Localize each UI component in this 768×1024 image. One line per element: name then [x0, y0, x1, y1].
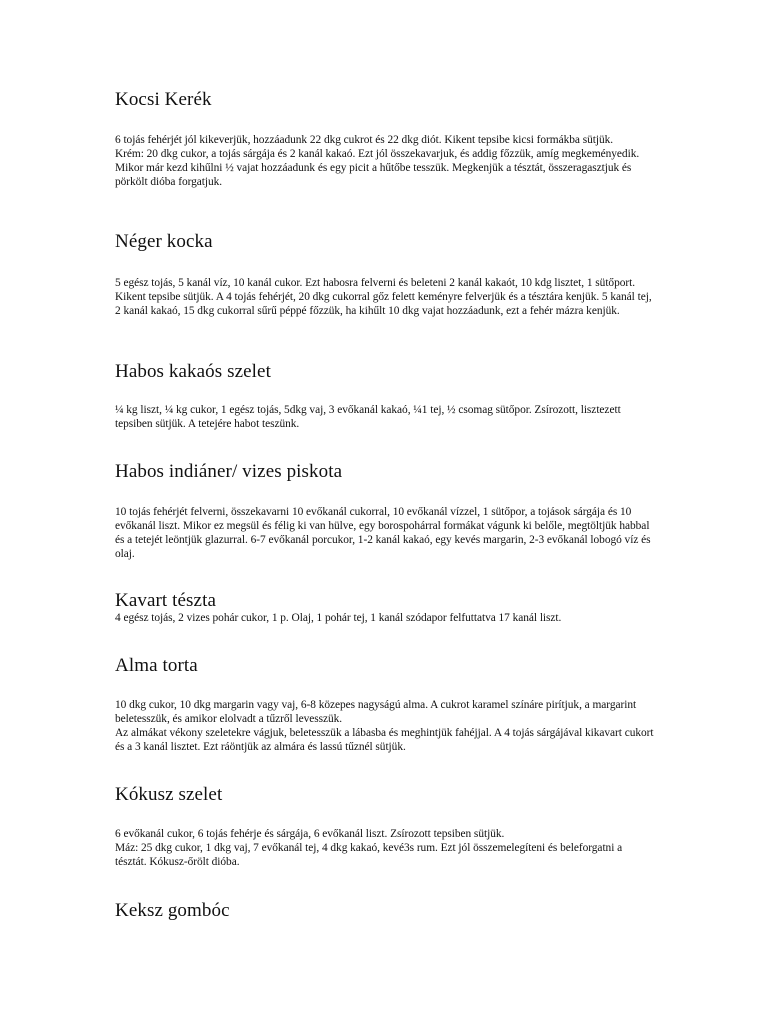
recipe-body	[115, 276, 655, 318]
recipe-title: Kocsi Kerék	[115, 89, 212, 110]
recipe-keksz-gomboc	[115, 899, 655, 923]
recipe-body	[115, 403, 655, 431]
recipe-paragraph: Az almákat vékony szeletekre vágjuk, beletesszük a lábasba és meghintjük fahéjjal. A 4 tojás sárgájával kikavart cukort és a 3 kanál lisztet. Ezt ráöntjük az almára és lassú tűznél sütjük.	[115, 727, 654, 753]
recipe-kokusz-szelet	[115, 783, 655, 869]
recipe-alma-torta	[115, 654, 655, 754]
recipe-title: Néger kocka	[115, 231, 213, 252]
recipe-title: Kavart tészta	[115, 590, 216, 611]
recipe-kocsi-kerek	[115, 88, 655, 189]
recipe-paragraph: Máz: 25 dkg cukor, 1 dkg vaj, 7 evőkanál tej, 4 dkg kakaó, kevé3s rum. Ezt jól összemelegíteni és beleforgatni a tésztát. Kókusz-őrölt dióba.	[115, 842, 623, 868]
recipe-neger-kocka	[115, 230, 655, 318]
recipe-paragraph: Krém: 20 dkg cukor, a tojás sárgája és 2 kanál kakaó. Ezt jól összekavarjuk, és addig főzzük, amíg megkeményedik. Mikor már kezd kihűlni ½ vajat hozzáadunk és egy picit a hűtőbe tesszük. Megkenjük a tésztát, összeragasztjuk és pörkölt dióba forgatjuk.	[115, 148, 640, 188]
recipe-kavart-teszta	[115, 589, 655, 625]
recipe-body	[115, 133, 655, 189]
recipe-body	[115, 611, 655, 625]
recipe-paragraph: 6 tojás fehérjét jól kikeverjük, hozzáadunk 22 dkg cukrot és 22 dkg diót. Kikent tepsibe kicsi formákba sütjük.	[115, 134, 614, 146]
recipe-body	[115, 698, 655, 754]
recipe-paragraph: 5 egész tojás, 5 kanál víz, 10 kanál cukor. Ezt habosra felverni és beleteni 2 kanál kakaót, 10 kdg lisztet, 1 sütőport. Kikent tepsibe sütjük. A 4 tojás fehérjét, 20 dkg cukorral gőz felett keményre felverjük és a tésztára kenjük. 5 kanál tej, 2 kanál kakaó, 15 dkg cukorral sűrű péppé főzzük, ha kihűlt 10 dkg vajat hozzáadunk, ezt a fehér mázra kenjük.	[115, 277, 652, 317]
recipe-body	[115, 505, 655, 561]
recipe-paragraph: 6 evőkanál cukor, 6 tojás fehérje és sárgája, 6 evőkanál liszt. Zsírozott tepsiben sütjük.	[115, 828, 505, 840]
recipe-paragraph: 4 egész tojás, 2 vizes pohár cukor, 1 p. Olaj, 1 pohár tej, 1 kanál szódapor felfuttatva 17 kanál liszt.	[115, 612, 562, 624]
recipe-title: Habos kakaós szelet	[115, 361, 271, 382]
recipe-paragraph: 10 tojás fehérjét felverni, összekavarni 10 evőkanál cukorral, 10 evőkanál vízzel, 1 sütőpor, a tojások sárgája és 10 evőkanál liszt. Mikor ez megsül és félig ki van hülve, egy borospohárral formákat vágunk ki belőle, megtöltjük habbal és a tetejét leöntjük glazurral. 6-7 evőkanál porcukor, 1-2 kanál kakaó, egy kevés margarin, 2-3 evőkanál lobogó víz és olaj.	[115, 506, 651, 560]
recipe-paragraph: 10 dkg cukor, 10 dkg margarin vagy vaj, 6-8 közepes nagyságú alma. A cukrot karamel színáre pirítjuk, a margarint beletesszük, és amikor elolvadt a tűzről levesszük.	[115, 699, 637, 725]
recipe-body	[115, 827, 655, 869]
recipe-title: Habos indiáner/ vizes piskota	[115, 461, 343, 482]
recipe-title: Keksz gombóc	[115, 900, 230, 921]
recipe-title: Kókusz szelet	[115, 784, 223, 805]
recipe-paragraph: ¼ kg liszt, ¼ kg cukor, 1 egész tojás, 5dkg vaj, 3 evőkanál kakaó, ¼1 tej, ½ csomag sütőpor. Zsírozott, lisztezett tepsiben sütjük. A tetejére habot teszünk.	[115, 404, 621, 430]
recipe-title: Alma torta	[115, 655, 198, 676]
recipe-habos-kakaos-szelet	[115, 360, 655, 431]
recipe-habos-indianer	[115, 460, 655, 561]
